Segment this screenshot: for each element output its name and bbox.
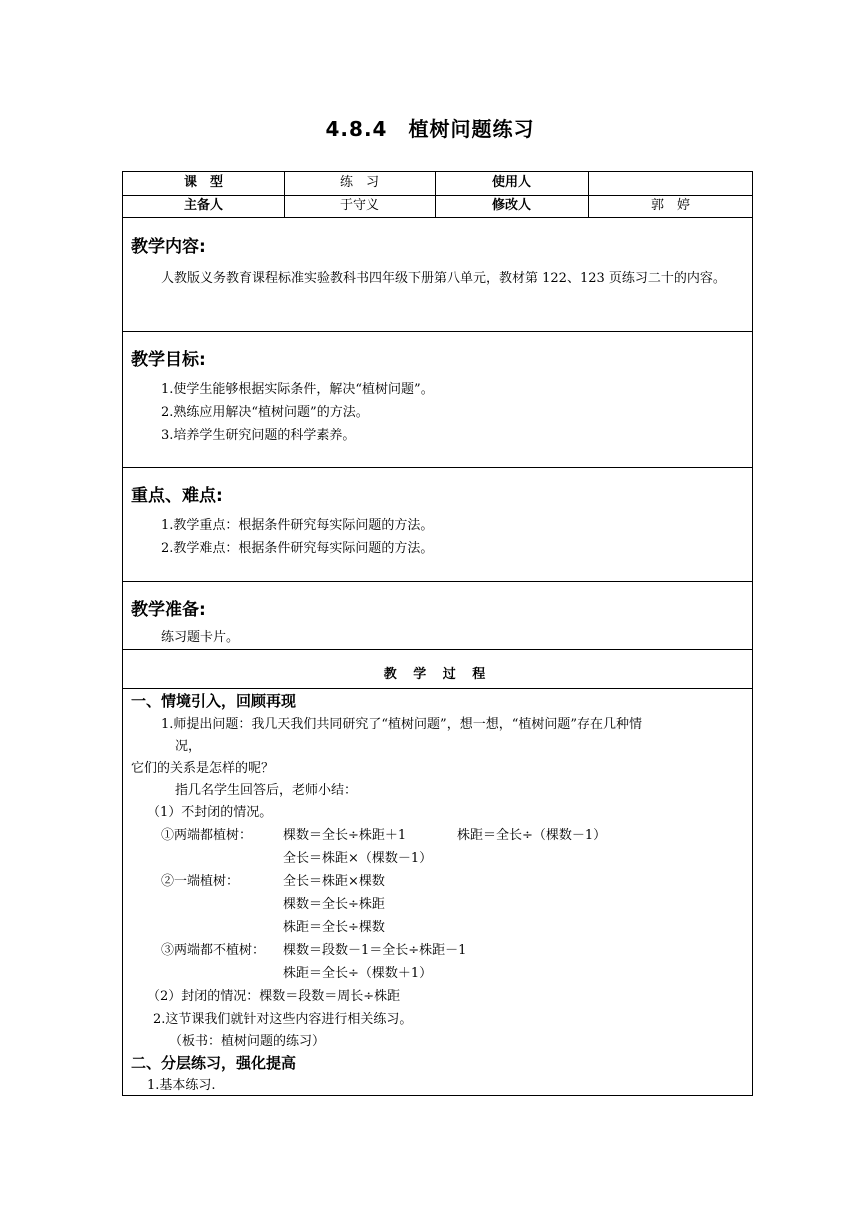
process-line: （2）封闭的情况：棵数＝段数＝周长÷株距 — [147, 989, 401, 1004]
process-line: 1.基本练习. — [147, 1078, 216, 1093]
prep-heading: 教学准备: — [131, 600, 206, 620]
formula: 棵数＝全长÷株距 — [283, 897, 385, 912]
content-heading: 教学内容: — [131, 237, 206, 257]
keypoint-item: 1.教学重点：根据条件研究每实际问题的方法。 — [161, 518, 434, 533]
goal-item: 2.熟练应用解决“植树问题”的方法。 — [161, 405, 369, 420]
keypoint-item: 2.教学难点：根据条件研究每实际问题的方法。 — [161, 541, 434, 556]
process-line: 2.这节课我们就针对这些内容进行相关练习。 — [153, 1012, 413, 1027]
row-divider — [123, 649, 752, 650]
goal-item: 1.使学生能够根据实际条件，解决“植树问题”。 — [161, 382, 434, 397]
process-line: 指几名学生回答后，老师小结： — [175, 783, 358, 798]
process-heading: 教 学 过 程 — [383, 667, 492, 682]
page-title: 4.8.4 植树问题练习 — [325, 117, 535, 141]
process-line: （1）不封闭的情况。 — [147, 805, 273, 820]
goals-heading: 教学目标: — [131, 350, 206, 370]
formula: 株距＝全长÷（棵数＋1） — [283, 966, 433, 981]
process-line: 它们的关系是怎样的呢？ — [131, 761, 275, 776]
formula-label: ②一端植树： — [161, 874, 240, 889]
row-divider — [123, 467, 752, 468]
row-divider — [123, 217, 752, 218]
formula: 全长＝株距×棵数 — [283, 874, 385, 889]
keypoints-heading: 重点、难点: — [131, 486, 223, 506]
row-divider — [123, 331, 752, 332]
formula: 棵数＝全长÷株距＋1 — [283, 828, 407, 843]
process-line: 况， — [175, 739, 202, 754]
goal-item: 3.培养学生研究问题的科学素养。 — [161, 428, 356, 443]
course-type-label: 课 型 — [183, 175, 223, 190]
preparer-label: 主备人 — [183, 198, 223, 213]
formula-label: ③两端都不植树： — [161, 943, 266, 958]
lesson-plan-table — [122, 171, 753, 1096]
section-2-heading: 二、分层练习，强化提高 — [131, 1054, 297, 1072]
user-label: 使用人 — [491, 175, 531, 190]
formula: 株距＝全长÷棵数 — [283, 920, 385, 935]
reviser-label: 修改人 — [491, 198, 531, 213]
course-type-value: 练 习 — [339, 175, 379, 190]
row-divider — [123, 688, 752, 689]
formula: 棵数＝段数－1＝全长÷株距－1 — [283, 943, 467, 958]
row-divider — [123, 581, 752, 582]
process-line: （板书：植树问题的练习） — [169, 1034, 326, 1049]
section-1-heading: 一、情境引入，回顾再现 — [131, 692, 297, 710]
reviser-value: 郭 婷 — [650, 198, 690, 213]
content-text: 人教版义务教育课程标准实验教科书四年级下册第八单元，教材第 122、123 页练习二十的内容。 — [161, 271, 726, 286]
prep-text: 练习题卡片。 — [161, 630, 240, 645]
formula-label: ①两端都植树： — [161, 828, 253, 843]
formula: 株距＝全长÷（棵数－1） — [457, 828, 607, 843]
process-line: 1.师提出问题：我几天我们共同研究了“植树问题”，想一想，“植树问题”存在几种情 — [161, 717, 642, 732]
preparer-value: 于守义 — [339, 198, 379, 213]
formula: 全长＝株距×（棵数－1） — [283, 851, 433, 866]
